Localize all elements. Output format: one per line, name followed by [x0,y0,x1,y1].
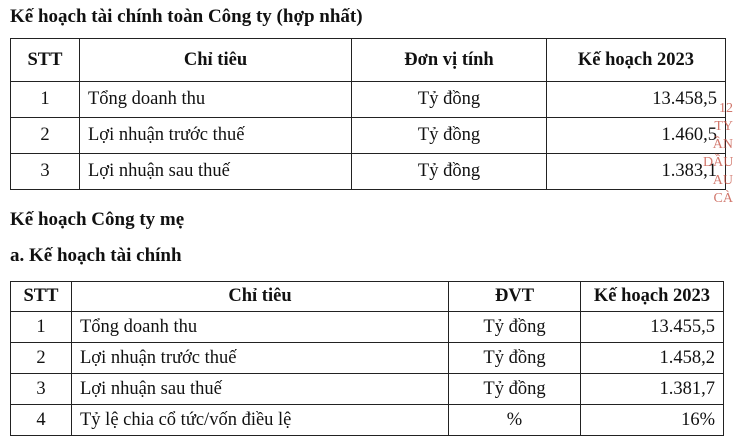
row-unit: Tỷ đồng [449,312,581,343]
row-unit: Tỷ đồng [449,374,581,405]
table-row [11,343,724,374]
header-unit: Đơn vị tính [352,39,547,82]
row-unit: Tỷ đồng [352,118,547,154]
table-header-row [11,282,724,312]
table-row [11,374,724,405]
row-plan-value: 1.460,5 [547,118,726,154]
row-indicator: Lợi nhuận trước thuế [80,118,352,154]
header-indicator: Chỉ tiêu [80,39,352,82]
stamp-text-line: TY [714,119,733,134]
row-plan-value: 1.458,2 [581,343,724,374]
row-indicator: Tỷ lệ chia cổ tức/vốn điều lệ [72,405,449,436]
row-unit: Tỷ đồng [449,343,581,374]
table-row [11,312,724,343]
row-indicator: Lợi nhuận trước thuế [72,343,449,374]
row-indicator: Lợi nhuận sau thuế [72,374,449,405]
row-stt: 3 [11,154,80,190]
header-indicator: Chỉ tiêu [72,282,449,312]
consolidated-plan-table [10,38,726,190]
consolidated-plan-title: Kế hoạch tài chính toàn Công ty (hợp nhất) [10,6,363,27]
financial-plan-subtitle: a. Kế hoạch tài chính [10,245,182,266]
row-stt: 3 [11,374,72,405]
row-plan-value: 13.458,5 [547,82,726,118]
stamp-text-line: ẦN [712,137,733,152]
row-plan-value: 13.455,5 [581,312,724,343]
table-row [11,405,724,436]
row-stt: 2 [11,118,80,154]
row-stt: 4 [11,405,72,436]
row-plan-value: 1.381,7 [581,374,724,405]
parent-company-plan-title: Kế hoạch Công ty mẹ [10,209,185,230]
header-stt: STT [11,39,80,82]
stamp-text-line: 12 [719,101,733,116]
parent-company-plan-table [10,281,724,436]
row-unit: % [449,405,581,436]
row-stt: 1 [11,82,80,118]
header-unit: ĐVT [449,282,581,312]
table-row [11,82,726,118]
row-unit: Tỷ đồng [352,82,547,118]
row-indicator: Tổng doanh thu [80,82,352,118]
row-indicator: Tổng doanh thu [72,312,449,343]
row-stt: 1 [11,312,72,343]
header-plan-2023: Kế hoạch 2023 [547,39,726,82]
stamp-text-line: CÀ [713,191,733,206]
row-stt: 2 [11,343,72,374]
table-header-row [11,39,726,82]
table-row [11,118,726,154]
row-unit: Tỷ đồng [352,154,547,190]
stamp-text-line: AU [712,173,733,188]
header-plan-2023: Kế hoạch 2023 [581,282,724,312]
stamp-text-line: DẦU [703,155,733,170]
header-stt: STT [11,282,72,312]
company-seal-stamp [703,100,733,270]
row-indicator: Lợi nhuận sau thuế [80,154,352,190]
row-plan-value: 1.383,1 [547,154,726,190]
table-row [11,154,726,190]
row-plan-value: 16% [581,405,724,436]
